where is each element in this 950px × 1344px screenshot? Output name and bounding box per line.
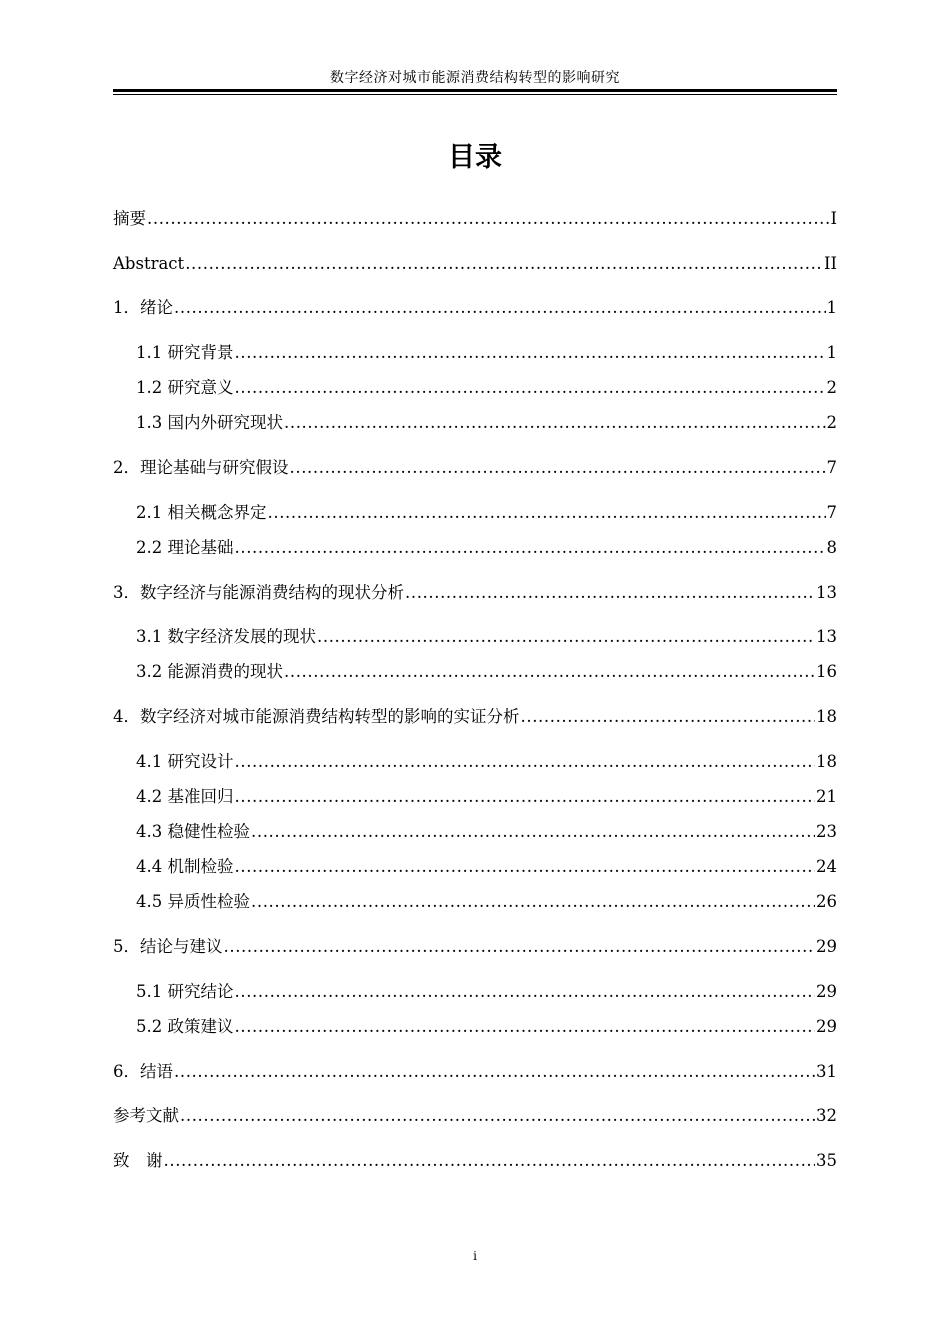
toc-entry-label: 1.2 研究意义 [136,378,234,397]
toc-entry-label: 4.4 机制检验 [136,857,234,876]
toc-dot-leader [180,1105,815,1127]
running-header: 数字经济对城市能源消费结构转型的影响研究 [330,70,620,86]
toc-entry-chapter-1[interactable] [113,297,837,319]
toc-entry-label: 4.5 异质性检验 [136,892,250,911]
toc-entry-label: 4.1 研究设计 [136,752,234,771]
toc-dot-leader [224,936,816,958]
toc-dot-leader [521,706,816,728]
toc-entry-page: 2 [826,378,837,397]
toc-entry-section-3-1[interactable] [136,626,837,648]
header-rule-thin [113,94,837,95]
toc-entry-acknowledgements[interactable] [113,1150,837,1172]
header-rule-thick [113,89,837,92]
toc-entry-page: I [830,209,837,228]
page-number: i [473,1249,477,1263]
toc-entry-page: 2 [826,413,837,432]
toc-entry-section-5-1[interactable] [136,981,837,1003]
toc-entry-section-2-1[interactable] [136,502,837,524]
toc-entry-chapter-6[interactable] [113,1061,837,1083]
toc-entry-chapter-5[interactable] [113,936,837,958]
toc-dot-leader [235,1016,816,1038]
toc-entry-page: 13 [816,583,837,602]
toc-entry-page: 8 [826,538,837,557]
toc-entry-label: 3.1 数字经济发展的现状 [136,627,316,646]
toc-dot-leader [235,377,826,399]
toc-entry-label: 致 谢 [113,1151,163,1170]
toc-entry-label: 3．数字经济与能源消费结构的现状分析 [113,583,404,602]
toc-entry-section-1-1[interactable] [136,342,837,364]
toc-dot-leader [235,751,816,773]
toc-dot-leader [174,1061,815,1083]
toc-entry-page: II [823,254,837,273]
toc-entry-label: 1.1 研究背景 [136,343,234,362]
toc-entry-page: 31 [816,1062,837,1081]
toc-dot-leader [164,1150,816,1172]
toc-title: 目录 [448,142,502,173]
toc-entry-section-4-3[interactable] [136,821,837,843]
toc-entry-label: 参考文献 [113,1106,179,1125]
toc-entry-page: 32 [816,1106,837,1125]
toc-entry-section-4-4[interactable] [136,856,837,878]
toc-dot-leader [185,253,823,275]
toc-entry-page: 18 [816,707,837,726]
toc-entry-page: 1 [826,298,837,317]
toc-dot-leader [235,342,826,364]
toc-dot-leader [235,786,816,808]
toc-entry-references[interactable] [113,1105,837,1127]
toc-entry-label: 3.2 能源消费的现状 [136,662,283,681]
toc-entry-page: 26 [816,892,837,911]
toc-dot-leader [174,297,826,319]
toc-dot-leader [268,502,826,524]
toc-dot-leader [235,537,826,559]
toc-entry-label: 摘要 [113,209,146,228]
toc-entry-chapter-4[interactable] [113,706,837,728]
toc-entry-abstract-cn[interactable] [113,208,837,230]
toc-dot-leader [405,582,815,604]
toc-entry-section-2-2[interactable] [136,537,837,559]
toc-dot-leader [251,891,815,913]
toc-entry-label: 5.2 政策建议 [136,1017,234,1036]
toc-entry-abstract-en[interactable] [113,253,837,275]
toc-dot-leader [235,856,816,878]
toc-entry-label: 4．数字经济对城市能源消费结构转型的影响的实证分析 [113,707,520,726]
toc-dot-leader [235,981,816,1003]
toc-entry-page: 16 [816,662,837,681]
toc-entry-page: 29 [816,1017,837,1036]
toc-entry-page: 7 [826,458,837,477]
toc-entry-section-4-1[interactable] [136,751,837,773]
toc-entry-label: 5．结论与建议 [113,937,223,956]
toc-entry-chapter-3[interactable] [113,582,837,604]
toc-entry-section-4-2[interactable] [136,786,837,808]
toc-dot-leader [317,626,815,648]
toc-entry-label: 2.1 相关概念界定 [136,503,267,522]
toc-entry-page: 1 [826,343,837,362]
toc-dot-leader [284,661,815,683]
toc-entry-page: 18 [816,752,837,771]
toc-entry-label: 1.3 国内外研究现状 [136,413,283,432]
toc-entry-label: Abstract [113,254,185,273]
toc-entry-page: 23 [816,822,837,841]
toc-entry-page: 21 [816,787,837,806]
toc-dot-leader [290,457,826,479]
toc-dot-leader [147,208,829,230]
toc-dot-leader [284,412,826,434]
toc-entry-section-5-2[interactable] [136,1016,837,1038]
toc-entry-label: 5.1 研究结论 [136,982,234,1001]
toc-entry-section-4-5[interactable] [136,891,837,913]
toc-entry-chapter-2[interactable] [113,457,837,479]
toc-entry-page: 7 [826,503,837,522]
toc-entry-label: 1．绪论 [113,298,173,317]
toc-entry-label: 2．理论基础与研究假设 [113,458,289,477]
toc-entry-section-1-3[interactable] [136,412,837,434]
toc-entry-label: 4.2 基准回归 [136,787,234,806]
toc-entry-page: 29 [816,982,837,1001]
toc-dot-leader [251,821,815,843]
toc-entry-label: 2.2 理论基础 [136,538,234,557]
toc-entry-page: 24 [816,857,837,876]
toc-entry-section-3-2[interactable] [136,661,837,683]
toc-entry-page: 35 [816,1151,837,1170]
toc-entry-page: 13 [816,627,837,646]
toc-entry-label: 4.3 稳健性检验 [136,822,250,841]
toc-entry-page: 29 [816,937,837,956]
toc-entry-label: 6．结语 [113,1062,173,1081]
toc-entry-section-1-2[interactable] [136,377,837,399]
